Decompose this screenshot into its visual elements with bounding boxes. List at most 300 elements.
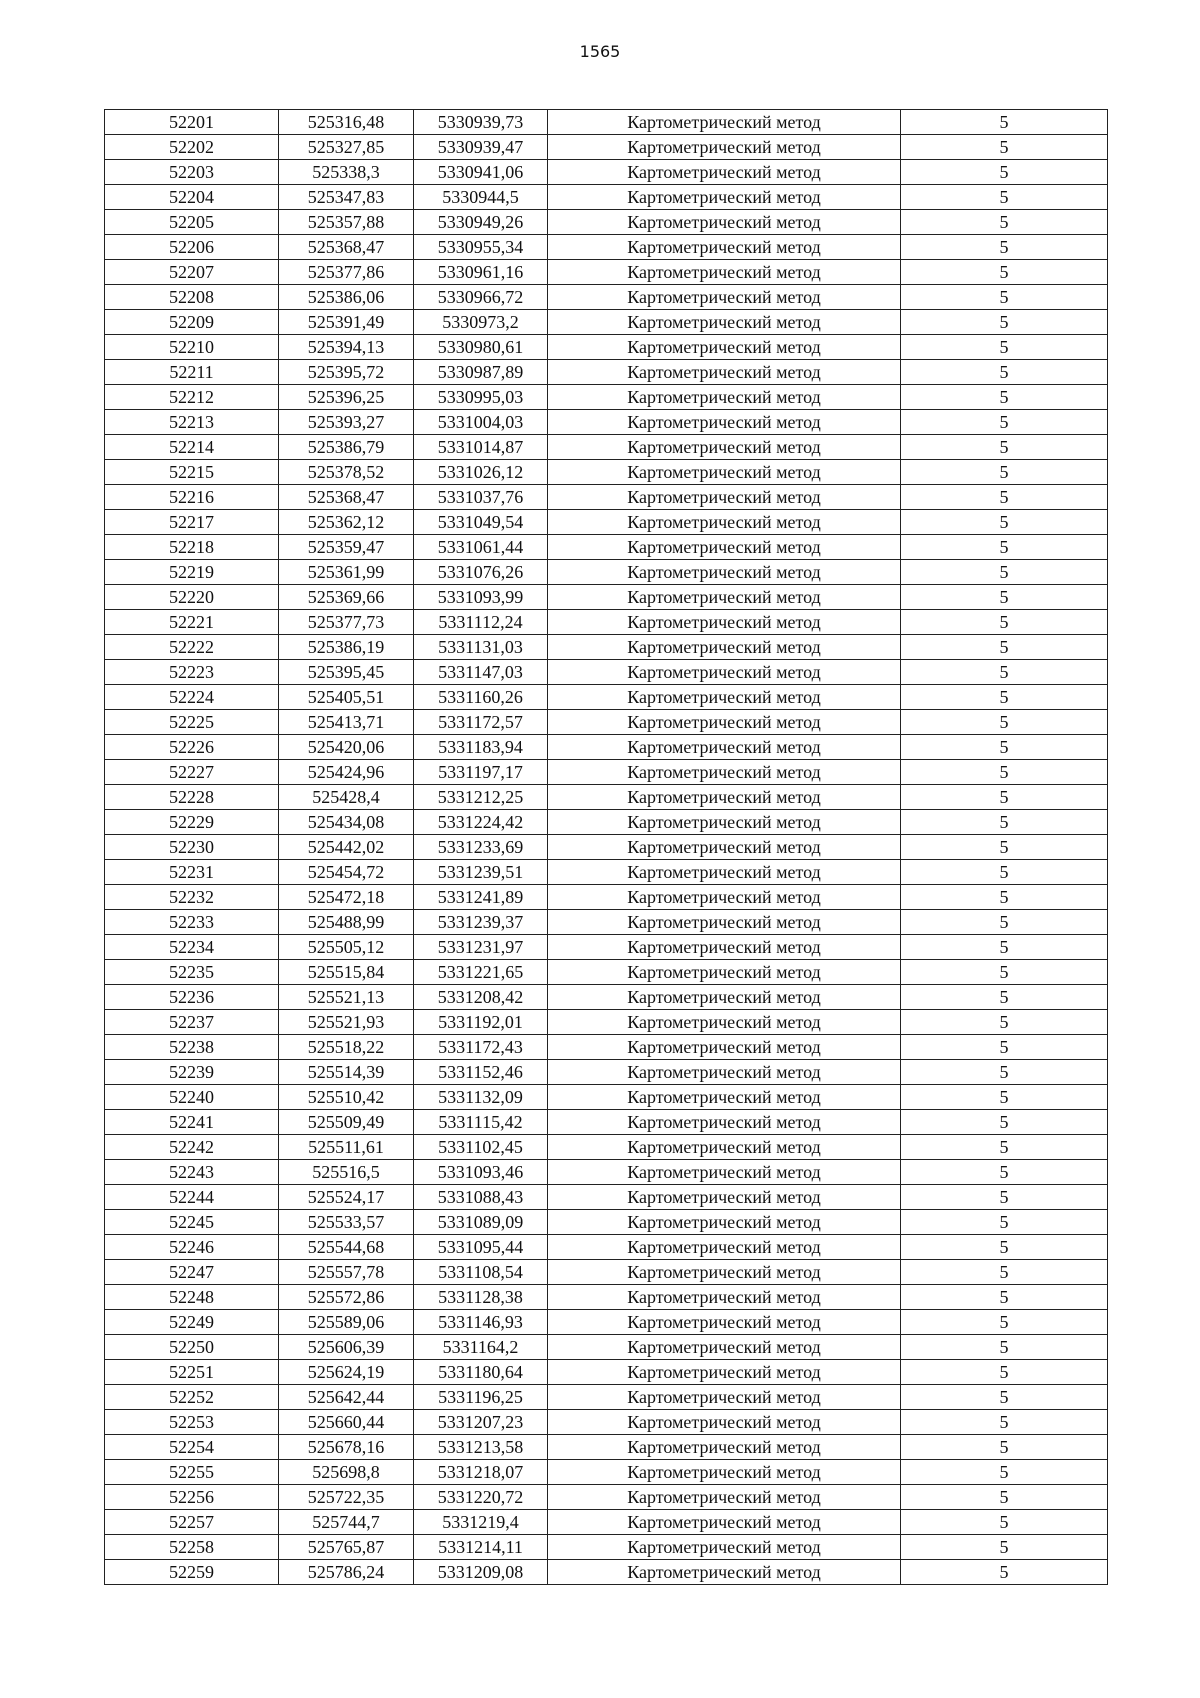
method-cell: Картометрический метод [548, 960, 901, 985]
coordinates-table-body [105, 110, 1108, 1585]
x-coordinate-cell: 525327,85 [279, 135, 414, 160]
y-coordinate-cell: 5331172,57 [414, 710, 548, 735]
method-cell: Картометрический метод [548, 760, 901, 785]
accuracy-cell: 5 [901, 285, 1108, 310]
y-coordinate-cell: 5330966,72 [414, 285, 548, 310]
point-number-cell: 52215 [105, 460, 279, 485]
y-coordinate-cell: 5331076,26 [414, 560, 548, 585]
x-coordinate-cell: 525518,22 [279, 1035, 414, 1060]
accuracy-cell: 5 [901, 1360, 1108, 1385]
y-coordinate-cell: 5330973,2 [414, 310, 548, 335]
accuracy-cell: 5 [901, 1560, 1108, 1585]
accuracy-cell: 5 [901, 210, 1108, 235]
point-number-cell: 52222 [105, 635, 279, 660]
x-coordinate-cell: 525391,49 [279, 310, 414, 335]
y-coordinate-cell: 5331132,09 [414, 1085, 548, 1110]
method-cell: Картометрический метод [548, 1235, 901, 1260]
method-cell: Картометрический метод [548, 685, 901, 710]
accuracy-cell: 5 [901, 310, 1108, 335]
x-coordinate-cell: 525378,52 [279, 460, 414, 485]
x-coordinate-cell: 525405,51 [279, 685, 414, 710]
y-coordinate-cell: 5331095,44 [414, 1235, 548, 1260]
y-coordinate-cell: 5331108,54 [414, 1260, 548, 1285]
table-row [105, 1385, 1108, 1410]
method-cell: Картометрический метод [548, 1360, 901, 1385]
point-number-cell: 52224 [105, 685, 279, 710]
point-number-cell: 52209 [105, 310, 279, 335]
x-coordinate-cell: 525362,12 [279, 510, 414, 535]
point-number-cell: 52235 [105, 960, 279, 985]
table-row [105, 785, 1108, 810]
y-coordinate-cell: 5330955,34 [414, 235, 548, 260]
method-cell: Картометрический метод [548, 235, 901, 260]
accuracy-cell: 5 [901, 685, 1108, 710]
y-coordinate-cell: 5330939,47 [414, 135, 548, 160]
table-row [105, 1560, 1108, 1585]
point-number-cell: 52203 [105, 160, 279, 185]
point-number-cell: 52204 [105, 185, 279, 210]
y-coordinate-cell: 5331146,93 [414, 1310, 548, 1335]
x-coordinate-cell: 525386,19 [279, 635, 414, 660]
x-coordinate-cell: 525509,49 [279, 1110, 414, 1135]
x-coordinate-cell: 525377,73 [279, 610, 414, 635]
method-cell: Картометрический метод [548, 435, 901, 460]
y-coordinate-cell: 5331207,23 [414, 1410, 548, 1435]
point-number-cell: 52221 [105, 610, 279, 635]
y-coordinate-cell: 5331239,51 [414, 860, 548, 885]
method-cell: Картометрический метод [548, 385, 901, 410]
y-coordinate-cell: 5331164,2 [414, 1335, 548, 1360]
table-row [105, 735, 1108, 760]
table-row [105, 1160, 1108, 1185]
point-number-cell: 52255 [105, 1460, 279, 1485]
y-coordinate-cell: 5331220,72 [414, 1485, 548, 1510]
method-cell: Картометрический метод [548, 535, 901, 560]
y-coordinate-cell: 5331147,03 [414, 660, 548, 685]
point-number-cell: 52242 [105, 1135, 279, 1160]
table-row [105, 985, 1108, 1010]
accuracy-cell: 5 [901, 510, 1108, 535]
accuracy-cell: 5 [901, 835, 1108, 860]
accuracy-cell: 5 [901, 1085, 1108, 1110]
y-coordinate-cell: 5330980,61 [414, 335, 548, 360]
y-coordinate-cell: 5331241,89 [414, 885, 548, 910]
table-row [105, 1460, 1108, 1485]
y-coordinate-cell: 5331049,54 [414, 510, 548, 535]
x-coordinate-cell: 525516,5 [279, 1160, 414, 1185]
table-row [105, 1060, 1108, 1085]
x-coordinate-cell: 525386,79 [279, 435, 414, 460]
point-number-cell: 52240 [105, 1085, 279, 1110]
accuracy-cell: 5 [901, 1385, 1108, 1410]
table-row [105, 1335, 1108, 1360]
point-number-cell: 52250 [105, 1335, 279, 1360]
table-row [105, 1185, 1108, 1210]
method-cell: Картометрический метод [548, 1335, 901, 1360]
point-number-cell: 52205 [105, 210, 279, 235]
point-number-cell: 52258 [105, 1535, 279, 1560]
accuracy-cell: 5 [901, 1335, 1108, 1360]
point-number-cell: 52228 [105, 785, 279, 810]
x-coordinate-cell: 525347,83 [279, 185, 414, 210]
point-number-cell: 52206 [105, 235, 279, 260]
table-row [105, 1535, 1108, 1560]
x-coordinate-cell: 525386,06 [279, 285, 414, 310]
table-row [105, 185, 1108, 210]
y-coordinate-cell: 5331219,4 [414, 1510, 548, 1535]
method-cell: Картометрический метод [548, 1385, 901, 1410]
accuracy-cell: 5 [901, 635, 1108, 660]
method-cell: Картометрический метод [548, 310, 901, 335]
table-row [105, 485, 1108, 510]
method-cell: Картометрический метод [548, 360, 901, 385]
y-coordinate-cell: 5330939,73 [414, 110, 548, 135]
accuracy-cell: 5 [901, 1010, 1108, 1035]
point-number-cell: 52226 [105, 735, 279, 760]
x-coordinate-cell: 525524,17 [279, 1185, 414, 1210]
x-coordinate-cell: 525368,47 [279, 235, 414, 260]
table-row [105, 260, 1108, 285]
y-coordinate-cell: 5331115,42 [414, 1110, 548, 1135]
method-cell: Картометрический метод [548, 785, 901, 810]
accuracy-cell: 5 [901, 1235, 1108, 1260]
point-number-cell: 52249 [105, 1310, 279, 1335]
point-number-cell: 52241 [105, 1110, 279, 1135]
table-row [105, 160, 1108, 185]
accuracy-cell: 5 [901, 810, 1108, 835]
method-cell: Картометрический метод [548, 1310, 901, 1335]
method-cell: Картометрический метод [548, 710, 901, 735]
method-cell: Картометрический метод [548, 1085, 901, 1110]
method-cell: Картометрический метод [548, 135, 901, 160]
y-coordinate-cell: 5331197,17 [414, 760, 548, 785]
point-number-cell: 52216 [105, 485, 279, 510]
method-cell: Картометрический метод [548, 1260, 901, 1285]
table-row [105, 860, 1108, 885]
x-coordinate-cell: 525557,78 [279, 1260, 414, 1285]
method-cell: Картометрический метод [548, 660, 901, 685]
method-cell: Картометрический метод [548, 485, 901, 510]
x-coordinate-cell: 525786,24 [279, 1560, 414, 1585]
table-row [105, 285, 1108, 310]
x-coordinate-cell: 525589,06 [279, 1310, 414, 1335]
accuracy-cell: 5 [901, 1310, 1108, 1335]
y-coordinate-cell: 5331061,44 [414, 535, 548, 560]
y-coordinate-cell: 5331183,94 [414, 735, 548, 760]
x-coordinate-cell: 525514,39 [279, 1060, 414, 1085]
table-row [105, 1360, 1108, 1385]
x-coordinate-cell: 525369,66 [279, 585, 414, 610]
method-cell: Картометрический метод [548, 1035, 901, 1060]
x-coordinate-cell: 525515,84 [279, 960, 414, 985]
point-number-cell: 52202 [105, 135, 279, 160]
accuracy-cell: 5 [901, 985, 1108, 1010]
point-number-cell: 52252 [105, 1385, 279, 1410]
x-coordinate-cell: 525338,3 [279, 160, 414, 185]
table-row [105, 1210, 1108, 1235]
method-cell: Картометрический метод [548, 1010, 901, 1035]
x-coordinate-cell: 525510,42 [279, 1085, 414, 1110]
point-number-cell: 52211 [105, 360, 279, 385]
method-cell: Картометрический метод [548, 1410, 901, 1435]
method-cell: Картометрический метод [548, 1460, 901, 1485]
point-number-cell: 52246 [105, 1235, 279, 1260]
accuracy-cell: 5 [901, 410, 1108, 435]
accuracy-cell: 5 [901, 560, 1108, 585]
x-coordinate-cell: 525722,35 [279, 1485, 414, 1510]
y-coordinate-cell: 5331004,03 [414, 410, 548, 435]
point-number-cell: 52254 [105, 1435, 279, 1460]
y-coordinate-cell: 5331209,08 [414, 1560, 548, 1585]
x-coordinate-cell: 525606,39 [279, 1335, 414, 1360]
x-coordinate-cell: 525511,61 [279, 1135, 414, 1160]
method-cell: Картометрический метод [548, 810, 901, 835]
method-cell: Картометрический метод [548, 1560, 901, 1585]
method-cell: Картометрический метод [548, 185, 901, 210]
y-coordinate-cell: 5330941,06 [414, 160, 548, 185]
table-row [105, 760, 1108, 785]
y-coordinate-cell: 5331224,42 [414, 810, 548, 835]
table-row [105, 685, 1108, 710]
y-coordinate-cell: 5331093,46 [414, 1160, 548, 1185]
point-number-cell: 52253 [105, 1410, 279, 1435]
y-coordinate-cell: 5331212,25 [414, 785, 548, 810]
accuracy-cell: 5 [901, 485, 1108, 510]
accuracy-cell: 5 [901, 360, 1108, 385]
accuracy-cell: 5 [901, 1460, 1108, 1485]
point-number-cell: 52237 [105, 1010, 279, 1035]
y-coordinate-cell: 5331131,03 [414, 635, 548, 660]
method-cell: Картометрический метод [548, 1485, 901, 1510]
y-coordinate-cell: 5331233,69 [414, 835, 548, 860]
table-row [105, 1310, 1108, 1335]
y-coordinate-cell: 5331180,64 [414, 1360, 548, 1385]
method-cell: Картометрический метод [548, 635, 901, 660]
x-coordinate-cell: 525424,96 [279, 760, 414, 785]
y-coordinate-cell: 5331093,99 [414, 585, 548, 610]
method-cell: Картометрический метод [548, 1060, 901, 1085]
accuracy-cell: 5 [901, 135, 1108, 160]
method-cell: Картометрический метод [548, 1185, 901, 1210]
accuracy-cell: 5 [901, 160, 1108, 185]
point-number-cell: 52236 [105, 985, 279, 1010]
method-cell: Картометрический метод [548, 885, 901, 910]
x-coordinate-cell: 525678,16 [279, 1435, 414, 1460]
table-row [105, 335, 1108, 360]
accuracy-cell: 5 [901, 735, 1108, 760]
table-row [105, 1435, 1108, 1460]
accuracy-cell: 5 [901, 760, 1108, 785]
table-row [105, 885, 1108, 910]
point-number-cell: 52248 [105, 1285, 279, 1310]
x-coordinate-cell: 525361,99 [279, 560, 414, 585]
y-coordinate-cell: 5331160,26 [414, 685, 548, 710]
method-cell: Картометрический метод [548, 1435, 901, 1460]
accuracy-cell: 5 [901, 1160, 1108, 1185]
point-number-cell: 52225 [105, 710, 279, 735]
point-number-cell: 52231 [105, 860, 279, 885]
x-coordinate-cell: 525394,13 [279, 335, 414, 360]
y-coordinate-cell: 5331213,58 [414, 1435, 548, 1460]
point-number-cell: 52233 [105, 910, 279, 935]
accuracy-cell: 5 [901, 960, 1108, 985]
method-cell: Картометрический метод [548, 1135, 901, 1160]
point-number-cell: 52230 [105, 835, 279, 860]
method-cell: Картометрический метод [548, 985, 901, 1010]
table-row [105, 1135, 1108, 1160]
x-coordinate-cell: 525395,72 [279, 360, 414, 385]
x-coordinate-cell: 525642,44 [279, 1385, 414, 1410]
y-coordinate-cell: 5330949,26 [414, 210, 548, 235]
x-coordinate-cell: 525396,25 [279, 385, 414, 410]
table-row [105, 910, 1108, 935]
x-coordinate-cell: 525521,13 [279, 985, 414, 1010]
point-number-cell: 52223 [105, 660, 279, 685]
x-coordinate-cell: 525413,71 [279, 710, 414, 735]
table-row [105, 935, 1108, 960]
y-coordinate-cell: 5331112,24 [414, 610, 548, 635]
y-coordinate-cell: 5331128,38 [414, 1285, 548, 1310]
table-row [105, 1110, 1108, 1135]
point-number-cell: 52213 [105, 410, 279, 435]
x-coordinate-cell: 525765,87 [279, 1535, 414, 1560]
x-coordinate-cell: 525357,88 [279, 210, 414, 235]
point-number-cell: 52239 [105, 1060, 279, 1085]
x-coordinate-cell: 525393,27 [279, 410, 414, 435]
point-number-cell: 52232 [105, 885, 279, 910]
table-row [105, 535, 1108, 560]
table-row [105, 710, 1108, 735]
table-row [105, 1285, 1108, 1310]
x-coordinate-cell: 525544,68 [279, 1235, 414, 1260]
accuracy-cell: 5 [901, 710, 1108, 735]
x-coordinate-cell: 525624,19 [279, 1360, 414, 1385]
method-cell: Картометрический метод [548, 510, 901, 535]
accuracy-cell: 5 [901, 1410, 1108, 1435]
accuracy-cell: 5 [901, 785, 1108, 810]
x-coordinate-cell: 525377,86 [279, 260, 414, 285]
table-row [105, 610, 1108, 635]
table-row [105, 310, 1108, 335]
method-cell: Картометрический метод [548, 1210, 901, 1235]
table-row [105, 1410, 1108, 1435]
accuracy-cell: 5 [901, 460, 1108, 485]
y-coordinate-cell: 5330944,5 [414, 185, 548, 210]
accuracy-cell: 5 [901, 1435, 1108, 1460]
table-row [105, 360, 1108, 385]
method-cell: Картометрический метод [548, 585, 901, 610]
method-cell: Картометрический метод [548, 835, 901, 860]
accuracy-cell: 5 [901, 1110, 1108, 1135]
point-number-cell: 52247 [105, 1260, 279, 1285]
y-coordinate-cell: 5330995,03 [414, 385, 548, 410]
accuracy-cell: 5 [901, 885, 1108, 910]
x-coordinate-cell: 525395,45 [279, 660, 414, 685]
method-cell: Картометрический метод [548, 1285, 901, 1310]
accuracy-cell: 5 [901, 935, 1108, 960]
point-number-cell: 52217 [105, 510, 279, 535]
table-row [105, 410, 1108, 435]
table-row [105, 510, 1108, 535]
y-coordinate-cell: 5331231,97 [414, 935, 548, 960]
method-cell: Картометрический метод [548, 1110, 901, 1135]
x-coordinate-cell: 525698,8 [279, 1460, 414, 1485]
accuracy-cell: 5 [901, 1035, 1108, 1060]
accuracy-cell: 5 [901, 435, 1108, 460]
point-number-cell: 52218 [105, 535, 279, 560]
accuracy-cell: 5 [901, 1060, 1108, 1085]
x-coordinate-cell: 525572,86 [279, 1285, 414, 1310]
accuracy-cell: 5 [901, 535, 1108, 560]
y-coordinate-cell: 5331014,87 [414, 435, 548, 460]
point-number-cell: 52210 [105, 335, 279, 360]
table-row [105, 210, 1108, 235]
method-cell: Картометрический метод [548, 410, 901, 435]
method-cell: Картометрический метод [548, 610, 901, 635]
point-number-cell: 52259 [105, 1560, 279, 1585]
accuracy-cell: 5 [901, 1260, 1108, 1285]
y-coordinate-cell: 5331218,07 [414, 1460, 548, 1485]
accuracy-cell: 5 [901, 235, 1108, 260]
method-cell: Картометрический метод [548, 1535, 901, 1560]
y-coordinate-cell: 5330987,89 [414, 360, 548, 385]
method-cell: Картометрический метод [548, 1510, 901, 1535]
table-row [105, 1235, 1108, 1260]
y-coordinate-cell: 5331088,43 [414, 1185, 548, 1210]
point-number-cell: 52220 [105, 585, 279, 610]
point-number-cell: 52245 [105, 1210, 279, 1235]
y-coordinate-cell: 5331172,43 [414, 1035, 548, 1060]
accuracy-cell: 5 [901, 385, 1108, 410]
method-cell: Картометрический метод [548, 285, 901, 310]
point-number-cell: 52234 [105, 935, 279, 960]
table-row [105, 1085, 1108, 1110]
table-row [105, 1485, 1108, 1510]
x-coordinate-cell: 525521,93 [279, 1010, 414, 1035]
y-coordinate-cell: 5331196,25 [414, 1385, 548, 1410]
accuracy-cell: 5 [901, 1285, 1108, 1310]
x-coordinate-cell: 525434,08 [279, 810, 414, 835]
y-coordinate-cell: 5331208,42 [414, 985, 548, 1010]
method-cell: Картометрический метод [548, 1160, 901, 1185]
accuracy-cell: 5 [901, 1185, 1108, 1210]
x-coordinate-cell: 525442,02 [279, 835, 414, 860]
method-cell: Картометрический метод [548, 210, 901, 235]
x-coordinate-cell: 525454,72 [279, 860, 414, 885]
accuracy-cell: 5 [901, 660, 1108, 685]
page-number: 1565 [579, 42, 621, 61]
point-number-cell: 52229 [105, 810, 279, 835]
accuracy-cell: 5 [901, 910, 1108, 935]
point-number-cell: 52207 [105, 260, 279, 285]
y-coordinate-cell: 5331192,01 [414, 1010, 548, 1035]
table-row [105, 1010, 1108, 1035]
method-cell: Картометрический метод [548, 160, 901, 185]
y-coordinate-cell: 5330961,16 [414, 260, 548, 285]
coordinates-table [104, 109, 1108, 1585]
point-number-cell: 52201 [105, 110, 279, 135]
method-cell: Картометрический метод [548, 860, 901, 885]
accuracy-cell: 5 [901, 860, 1108, 885]
point-number-cell: 52212 [105, 385, 279, 410]
point-number-cell: 52244 [105, 1185, 279, 1210]
table-row [105, 110, 1108, 135]
x-coordinate-cell: 525660,44 [279, 1410, 414, 1435]
point-number-cell: 52219 [105, 560, 279, 585]
accuracy-cell: 5 [901, 260, 1108, 285]
y-coordinate-cell: 5331037,76 [414, 485, 548, 510]
table-row [105, 435, 1108, 460]
